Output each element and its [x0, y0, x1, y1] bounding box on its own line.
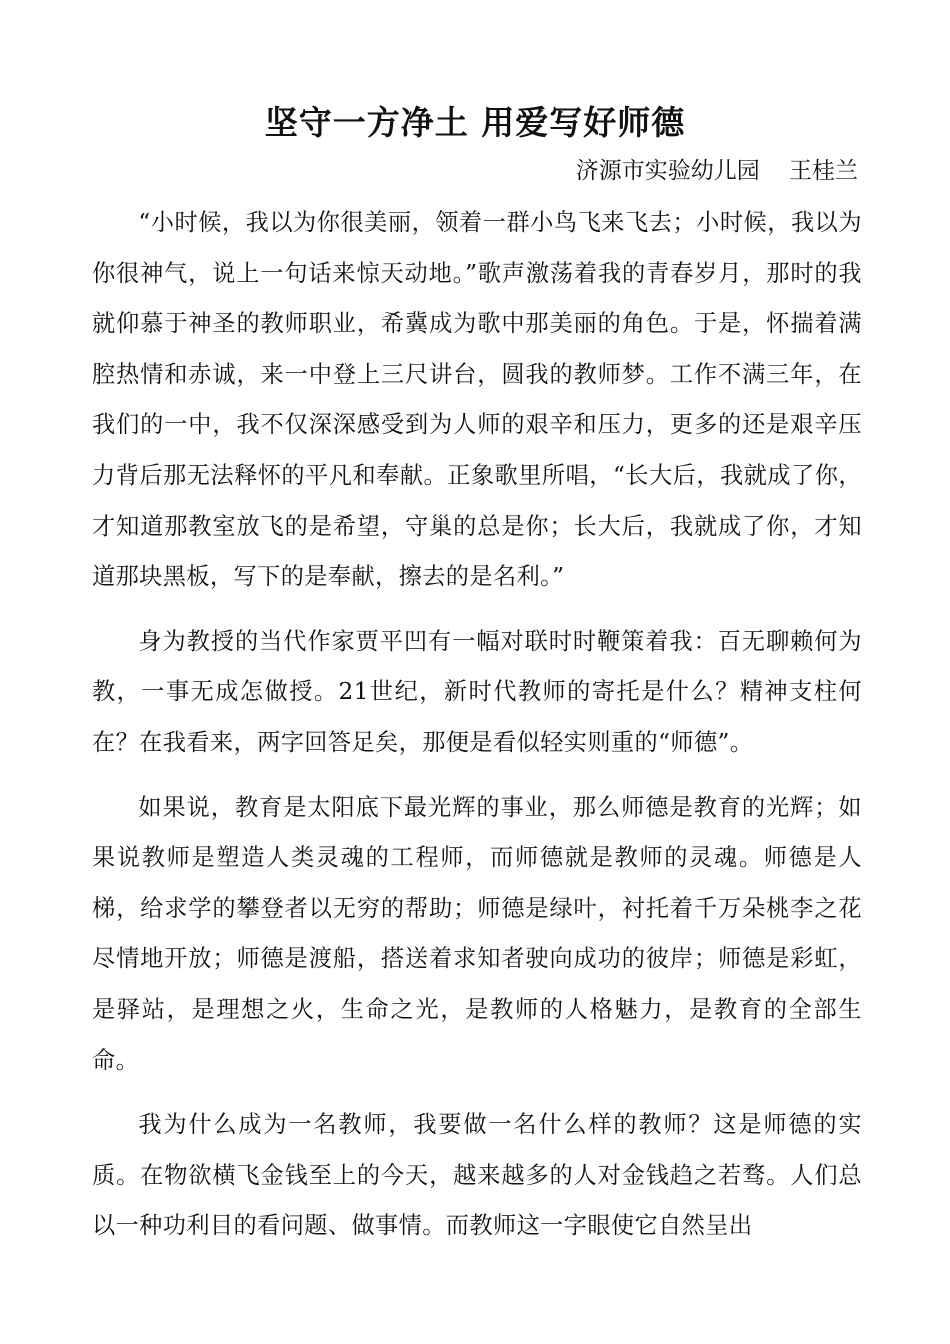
- paragraph-4: 我为什么成为一名教师，我要做一名什么样的教师？这是师德的实质。在物欲横飞金钱至上的今天，越来越多的人对金钱趋之若骛。人们总以一种功利目的看问题、做事情。而教师这一字眼使它自然呈出: [92, 1111, 862, 1240]
- author-byline: 济源市实验幼儿园 王桂兰: [575, 158, 858, 184]
- paragraph-3: 如果说，教育是太阳底下最光辉的事业，那么师德是教育的光辉；如果说教师是塑造人类灵魂的工程师，而师德就是教师的灵魂。师德是人梯，给求学的攀登者以无穷的帮助；师德是绿叶，衬托着千万朵桃李之花尽情地开放；师德是渡船，搭送着求知者驶向成功的彼岸；师德是彩虹，是驿站，是理想之火，生命之光，是教师的人格魅力，是教育的全部生命。: [92, 793, 862, 1074]
- document-title: 坚守一方净土 用爱写好师德: [264, 103, 686, 142]
- paragraph-1: “小时候，我以为你很美丽，领着一群小鸟飞来飞去；小时候，我以为你很神气，说上一句话来惊天动地。”歌声激荡着我的青春岁月，那时的我就仰慕于神圣的教师职业，希冀成为歌中那美丽的角色。于是，怀揣着满腔热情和赤诚，来一中登上三尺讲台，圆我的教师梦。工作不满三年，在我们的一中，我不仅深深感受到为人师的艰辛和压力，更多的还是艰辛压力背后那无法释怀的平凡和奉献。正象歌里所唱，“长大后，我就成了你，才知道那教室放飞的是希望，守巢的总是你；长大后，我就成了你，才知道那块黑板，写下的是奉献，擦去的是名利。”: [92, 209, 862, 591]
- document-body: [92, 198, 862, 1252]
- paragraph-2: 身为教授的当代作家贾平凹有一幅对联时时鞭策着我：百无聊赖何为教，一事无成怎做授。21世纪，新时代教师的寄托是什么？精神支柱何在？在我看来，两字回答足矣，那便是看似轻实则重的“师德”。: [92, 627, 862, 756]
